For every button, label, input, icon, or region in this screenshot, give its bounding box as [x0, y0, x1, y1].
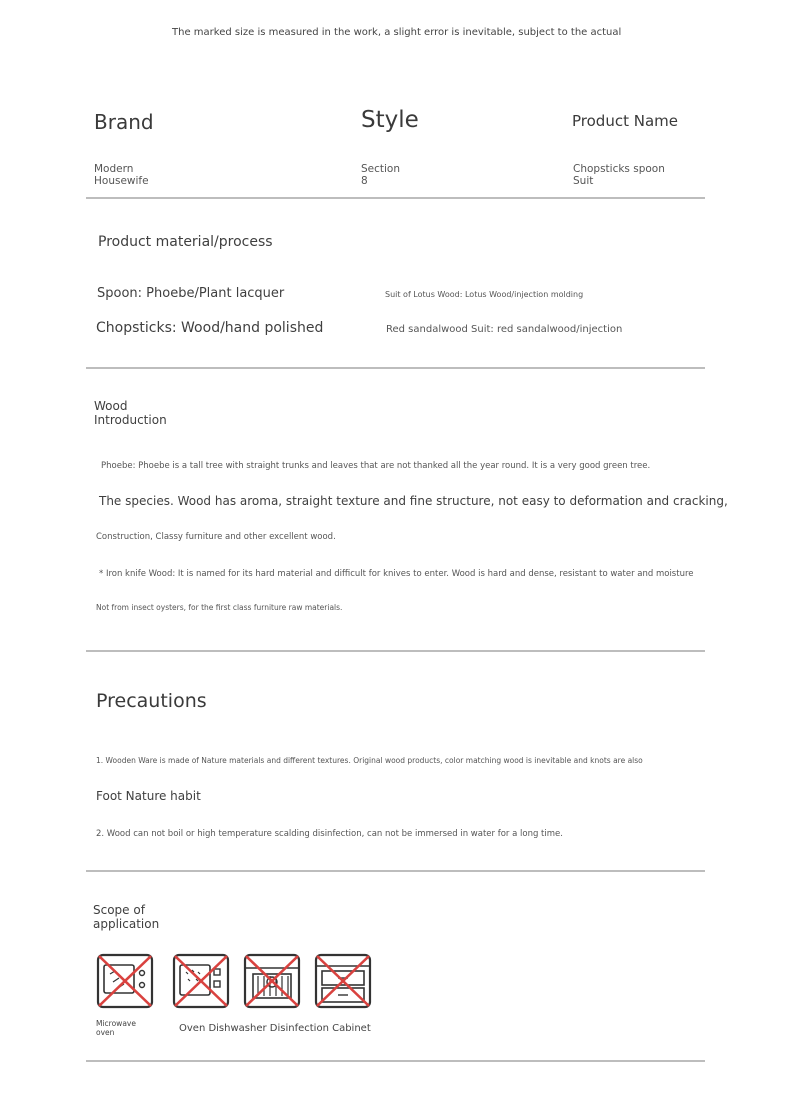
precaution-item: 1. Wooden Ware is made of Nature materials and different textures. Original wood products, color matching wood is inevitable and knots are also	[96, 756, 643, 765]
wood-intro-line: Construction, Classy furniture and other excellent wood.	[96, 532, 336, 542]
product-value-line: Suit	[573, 175, 594, 187]
precautions-heading: Precautions	[96, 690, 207, 712]
appliance-labels: Oven Dishwasher Disinfection Cabinet	[179, 1023, 371, 1034]
wood-intro-line: The species. Wood has aroma, straight texture and fine structure, not easy to deformation and cracking,	[99, 494, 728, 508]
style-label: Style	[361, 107, 419, 133]
wood-heading-line: Wood	[94, 399, 128, 413]
product-value-line: Chopsticks spoon	[573, 163, 665, 175]
brand-value-line: Housewife	[94, 175, 149, 187]
dishwasher-icon	[243, 952, 301, 1010]
oven-icon	[172, 952, 230, 1010]
wood-intro-line: Not from insect oysters, for the first class furniture raw materials.	[96, 603, 343, 612]
style-value-line: 8	[361, 175, 368, 187]
brand-value-line: Modern	[94, 163, 134, 175]
wood-heading-line: Introduction	[94, 413, 167, 427]
style-value-line: Section	[361, 163, 401, 175]
product-name-value	[573, 163, 665, 187]
wood-intro-line: Phoebe: Phoebe is a tall tree with straight trunks and leaves that are not thanked all the year round. It is a very good green tree.	[101, 461, 651, 471]
disinfection-cabinet-icon	[314, 952, 372, 1010]
divider	[86, 367, 705, 369]
spoon-material: Spoon: Phoebe/Plant lacquer	[97, 286, 285, 301]
wood-heading	[94, 399, 167, 427]
divider	[86, 197, 705, 199]
red-sandalwood-suit-material: Red sandalwood Suit: red sandalwood/injection	[386, 324, 623, 335]
product-name-label: Product Name	[572, 112, 678, 130]
size-notice: The marked size is measured in the work, a slight error is inevitable, subject to the actual	[172, 27, 622, 38]
microwave-label-line: Microwave	[96, 1019, 136, 1028]
chopsticks-material: Chopsticks: Wood/hand polished	[96, 320, 324, 336]
precaution-item: 2. Wood can not boil or high temperature scalding disinfection, can not be immersed in water for a long time.	[96, 829, 563, 839]
scope-heading-line: Scope of	[93, 903, 145, 917]
divider	[86, 870, 705, 872]
brand-value	[94, 163, 149, 187]
style-value	[361, 163, 400, 187]
brand-label: Brand	[94, 110, 154, 134]
precaution-item-continued: Foot Nature habit	[96, 789, 201, 803]
scope-heading-line: application	[93, 917, 160, 931]
divider	[86, 1060, 705, 1062]
scope-heading	[93, 903, 159, 931]
divider	[86, 650, 705, 652]
microwave-label	[96, 1019, 136, 1037]
material-heading: Product material/process	[98, 234, 273, 250]
microwave-label-line: oven	[96, 1028, 115, 1037]
wood-intro-line: * Iron knife Wood: It is named for its hard material and difficult for knives to enter. Wood is hard and dense, resistant to water and moisture	[99, 569, 694, 579]
microwave-icon	[96, 952, 154, 1010]
lotus-suit-material: Suit of Lotus Wood: Lotus Wood/injection molding	[385, 290, 584, 299]
